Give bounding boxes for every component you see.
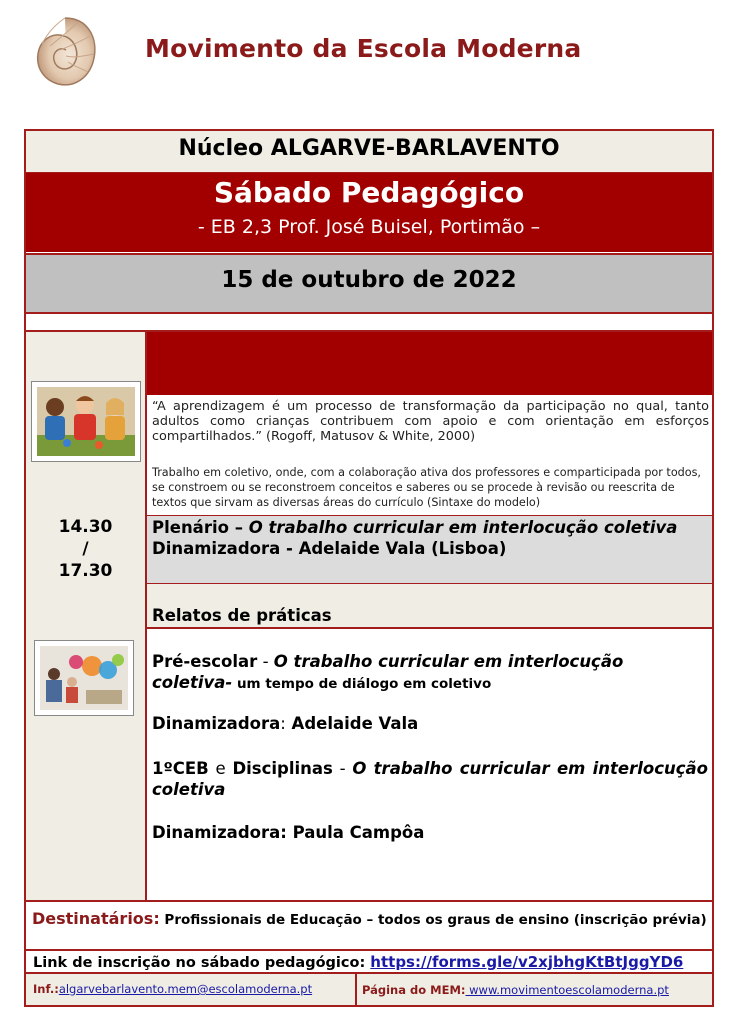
plenario-label: Plenário [152,518,229,537]
din2-name: : Paula Campôa [280,823,425,842]
divider [26,949,712,951]
dinamizadora-2 [152,822,708,843]
nucleo-title: Núcleo ALGARVE-BARLAVENTO [178,136,560,161]
time-end: 17.30 [58,561,113,581]
relatos-heading: Relatos de práticas [152,606,332,625]
divider [26,900,712,902]
din1-name-visible: Adelaide Vala [285,714,419,733]
ceb-disc: Disciplinas [232,759,333,778]
din1-colon: : [280,714,286,733]
destinatarios-label: Destinatários: [32,909,160,928]
contact-label: Inf.: [33,982,59,996]
destinatarios-text: Profissionais de Educação – todos os graus de ensino (inscrição prévia) [159,912,707,928]
intro-quote: “A aprendizagem é um processo de transformação da participação no qual, tanto adultos como crianças contribuem com apoio e com orientação em esforços compartilhados.” (Rogoff, Matusov & White, 2000) [152,399,709,444]
ceb-dash: - [332,759,353,778]
din1-label: Dinamizadora [152,714,281,733]
date-band [26,253,712,314]
event-title-band [26,173,712,252]
children-photo [31,381,141,462]
website-label: Página do MEM: [362,983,466,997]
plenario-dinamizadora: Dinamizadora - Adelaide Vala (Lisboa) [152,539,507,558]
preescolar-theme: O trabalho curricular em interlocução coletiva- [152,652,624,692]
preescolar-entry [152,651,708,695]
preescolar-label: Pré-escolar [152,652,258,671]
classroom-photo [34,640,134,716]
contact-email-link[interactable]: algarvebarlavento.mem@escolamoderna.pt [58,982,313,996]
plenario-block [152,517,708,559]
website-info [362,983,669,997]
registration-label: Link de inscrição no sábado pedagógico: [33,955,371,971]
din2-label: Dinamizadora [152,823,281,842]
time-start: 14.30 [58,517,113,537]
intro-coletivo: Trabalho em coletivo, onde, com a colaboração ativa dos professores e comparticipada por todos, se constroem ou se reconstroem conceitos e saberes ou se procede à revisão ou reescrita de textos que sirvam as diversas áreas do currículo (Sintaxe do modelo) [152,466,701,509]
plenario-theme: O trabalho curricular em interlocução coletiva [248,518,678,537]
nucleo-band [26,131,712,173]
event-location: - EB 2,3 Prof. José Buisel, Portimão – [197,216,541,238]
ceb-e: e [208,759,233,778]
plenario-dash: – [228,518,249,537]
decorative-red-band [147,332,712,395]
preescolar-dash: - [257,652,274,671]
destinatarios-row [32,910,708,929]
contact-info [33,982,312,996]
ceb-theme: O trabalho curricular em interlocução coletiva [152,759,708,799]
ceb-entry [152,758,708,800]
org-title: Movimento da Escola Moderna [145,34,582,63]
event-date: 15 de outubro de 2022 [221,267,517,293]
preescolar-subtitle: um tempo de diálogo em coletivo [232,676,492,692]
dinamizadora-1 [152,713,708,734]
website-link[interactable]: www.movimentoescolamoderna.pt [465,983,669,997]
session-time [26,516,145,582]
time-separator: / [82,539,89,559]
registration-row [33,953,683,971]
spacer-row [26,316,712,332]
nautilus-shell-icon [30,10,100,92]
ceb-label: 1ºCEB [152,759,209,778]
event-title: Sábado Pedagógico [213,176,525,209]
registration-link[interactable]: https://forms.gle/v2xjbhgKtBtJggYD6 [370,953,684,971]
